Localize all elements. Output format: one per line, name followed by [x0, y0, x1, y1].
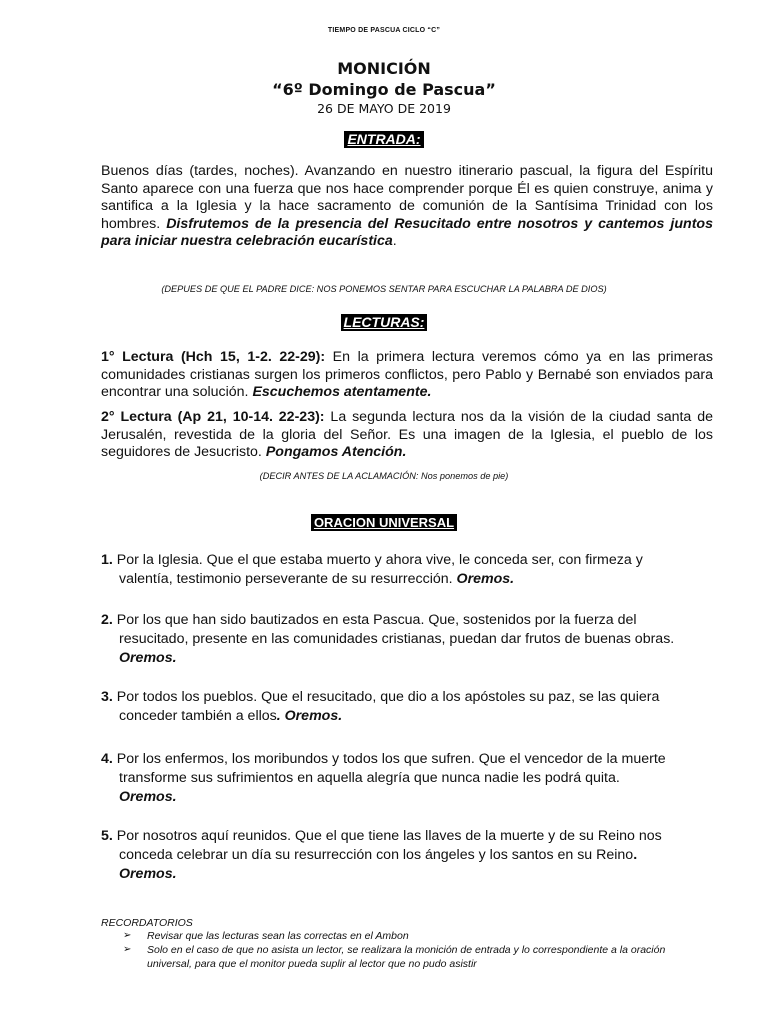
prayer-line-2	[101, 846, 713, 865]
lecturas-heading: LECTURAS:	[341, 314, 428, 331]
prayer-item	[101, 611, 713, 668]
prayer-response: . Oremos.	[276, 708, 343, 724]
prayer-number: 3.	[101, 689, 113, 705]
prayer-line-2	[101, 707, 713, 726]
prayer-response: Oremos.	[456, 571, 515, 587]
prayer-line-2	[101, 630, 713, 649]
reminder-text: Solo en el caso de que no asista un lector, se realizara la monición de entrada y lo correspondiente a la oración universal, para que el monitor pueda suplir al lector que no pudo asistir	[147, 944, 666, 970]
reminder-item	[101, 943, 713, 971]
prayer-number: 2.	[101, 612, 113, 628]
prayer-line-3	[101, 788, 713, 807]
prayer-line-1	[101, 750, 713, 769]
prayer-item	[101, 827, 713, 884]
reminders-label: RECORDATORIOS	[101, 917, 193, 929]
entrada-heading-row	[0, 131, 768, 149]
prayer-text-cont: valentía, testimonio perseverante de su resurrección.	[119, 571, 457, 587]
prayer-text: Por los enfermos, los moribundos y todos los que sufren. Que el vencedor de la muerte	[112, 751, 666, 767]
first-reading-text: En la primera lectura veremos cómo ya en las primeras comunidades cristianas surgen los primeros conflictos, pero Pablo y Bernabé son enviados para encontrar una solución.	[101, 349, 713, 400]
prayer-item	[101, 750, 713, 807]
oracion-heading: ORACION UNIVERSAL	[311, 514, 457, 531]
lecturas-direction: (DECIR ANTES DE LA ACLAMACIÓN: Nos ponemos de pie)	[259, 471, 509, 481]
entrada-text: Buenos días (tardes, noches). Avanzando en nuestro itinerario pascual, la figura del Espíritu Santo aparece con una fuerza que nos hace comprender porque Él es quien construye, anima y santifica a la Iglesia y la hace sacramento de comunión de la Santísima Trinidad con los hombres.	[101, 163, 713, 232]
prayer-text-cont: conceder también a ellos	[119, 708, 277, 724]
prayer-text: Por la Iglesia. Que el que estaba muerto y ahora vive, le conceda ser, con firmeza y	[112, 552, 643, 568]
entrada-paragraph	[101, 163, 713, 251]
prayer-text: Por nosotros aquí reunidos. Que el que tiene las llaves de la muerte y de su Reino nos	[112, 828, 662, 844]
prayer-item	[101, 551, 713, 589]
prayer-period: .	[633, 847, 638, 863]
page-title: MONICIÓN	[337, 59, 431, 78]
lecturas-heading-row	[0, 314, 768, 332]
prayer-text-cont: conceda celebrar un día su resurrección con los ángeles y los santos en su Reino	[119, 847, 634, 863]
prayer-item	[101, 688, 713, 726]
prayer-line-1	[101, 827, 713, 846]
prayer-text: Por los que han sido bautizados en esta Pascua. Que, sostenidos por la fuerza del	[112, 612, 637, 628]
entrada-emphasis: Disfrutemos de la presencia del Resucitado entre nosotros y cantemos juntos para iniciar nuestra celebración eucarística	[101, 215, 713, 249]
prayer-response: Oremos.	[119, 650, 177, 666]
prayer-number: 4.	[101, 751, 113, 767]
first-reading-label: 1° Lectura (Hch 15, 1-2. 22-29):	[101, 349, 326, 365]
second-reading-text: La segunda lectura nos da la visión de la ciudad santa de Jerusalén, revestida de la gloria del Señor. Es una imagen de la Iglesia, el pueblo de los seguidores de Jesucristo.	[101, 409, 713, 460]
prayer-line-1	[101, 611, 713, 630]
prayer-line-3	[101, 865, 713, 884]
reminder-item	[101, 929, 713, 943]
prayer-line-1	[101, 551, 713, 570]
prayer-number: 5.	[101, 828, 113, 844]
entrada-end: .	[392, 233, 397, 249]
reminders-section	[101, 917, 713, 971]
second-reading-emphasis: Pongamos Atención.	[265, 444, 407, 460]
entrada-heading: ENTRADA:	[344, 131, 423, 148]
page-subtitle: “6º Domingo de Pascua”	[272, 80, 496, 99]
prayer-line-2	[101, 570, 713, 589]
first-reading-emphasis: Escuchemos atentamente.	[252, 384, 432, 400]
oracion-heading-row	[0, 514, 768, 532]
prayer-response: Oremos.	[119, 866, 177, 882]
second-reading-paragraph	[101, 409, 713, 462]
prayer-text: Por todos los pueblos. Que el resucitado, que dio a los apóstoles su paz, se las quiera	[112, 689, 660, 705]
prayer-number: 1.	[101, 552, 113, 568]
reminder-text: Revisar que las lecturas sean las correctas en el Ambon	[147, 930, 409, 942]
prayer-line-3	[101, 649, 713, 668]
reminders-list	[101, 929, 713, 971]
prayer-text-cont: transforme sus sufrimientos en aquella alegría que nunca nadie les podrá quita.	[119, 770, 620, 786]
arrow-bullet-icon: ➢	[123, 930, 132, 941]
first-reading-paragraph	[101, 349, 713, 402]
second-reading-label: 2° Lectura (Ap 21, 10-14. 22-23):	[101, 409, 325, 425]
prayer-line-2	[101, 769, 713, 788]
prayer-text-cont: resucitado, presente en las comunidades cristianas, puedan dar frutos de buenas obras.	[119, 631, 675, 647]
season-label: TIEMPO DE PASCUA CICLO “C”	[327, 27, 441, 34]
page-date: 26 DE MAYO DE 2019	[317, 101, 451, 116]
prayer-line-1	[101, 688, 713, 707]
arrow-bullet-icon: ➢	[123, 944, 132, 955]
entrada-direction: (DEPUES DE QUE EL PADRE DICE: NOS PONEMOS SENTAR PARA ESCUCHAR LA PALABRA DE DIOS)	[161, 284, 607, 294]
prayer-response: Oremos.	[119, 789, 177, 805]
